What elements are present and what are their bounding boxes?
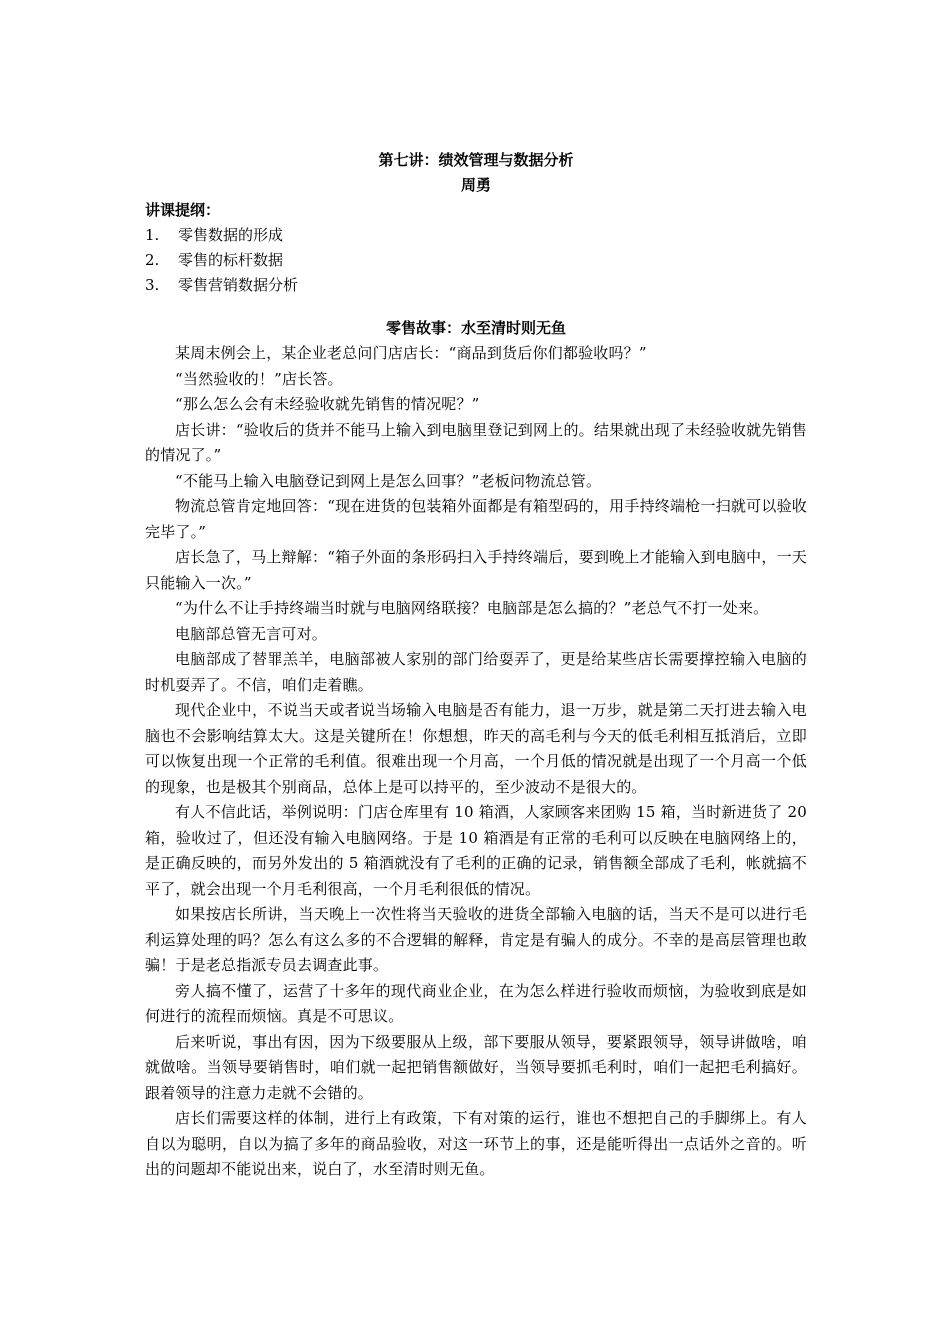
story-paragraph: 店长急了，马上辩解：“箱子外面的条形码扫入手持终端后，要到晚上才能输入到电脑中，一天只能输入一次。” xyxy=(145,548,807,592)
outline-item-text: 零售的标杆数据 xyxy=(178,251,284,269)
story-paragraph: 后来听说，事出有因，因为下级要服从上级，部下要服从领导，要紧跟领导，领导讲做啥，咱就做啥。当领导要销售时，咱们就一起把销售额做好，当领导要抓毛利时，咱们一起把毛利搞好。跟着领导的注意力走就不会错的。 xyxy=(145,1032,807,1102)
story-paragraph: “为什么不让手持终端当时就与电脑网络联接？电脑部是怎么搞的？”老总气不打一处来。 xyxy=(175,599,769,617)
story-paragraph: “那么怎么会有未经验收就先销售的情况呢？” xyxy=(175,395,480,413)
story-paragraph: 旁人搞不懂了，运营了十多年的现代商业企业，在为怎么样进行验收而烦恼，为验收到底是如何进行的流程而烦恼。真是不可思议。 xyxy=(145,981,807,1025)
story-paragraph: “不能马上输入电脑登记到网上是怎么回事？”老板问物流总管。 xyxy=(175,471,602,490)
story-paragraph: “当然验收的！”店长答。 xyxy=(175,369,343,388)
outline-item-number: 1. xyxy=(145,226,160,244)
story-paragraph: 有人不信此话，举例说明：门店仓库里有 10 箱酒，人家顾客来团购 15 箱，当时新进货了 20 箱，验收过了，但还没有输入电脑网络。于是 10 箱酒是有正常的毛利可以反映在电脑网络上的，是正确反映的，而另外发出的 5 箱酒就没有了毛利的正确的记录，销售额全部成了毛利，帐就搞不平了，就会出现一个月毛利很高，一个月毛利很低的情况。 xyxy=(145,803,807,898)
outline-item-text: 零售数据的形成 xyxy=(178,226,284,244)
outline-item xyxy=(145,273,807,298)
outline-item xyxy=(145,248,807,273)
story-paragraph: 如果按店长所讲，当天晚上一次性将当天验收的进货全部输入电脑的话，当天不是可以进行毛利运算处理的吗？怎么有这么多的不合逻辑的解释，肯定是有骗人的成分。不幸的是高层管理也敢骗！于是老总指派专员去调查此事。 xyxy=(145,905,807,974)
story-paragraph: 电脑部总管无言可对。 xyxy=(175,624,328,643)
story-title: 零售故事：水至清时则无鱼 xyxy=(385,319,566,337)
document-page xyxy=(145,148,807,1183)
outline-item-number: 2. xyxy=(145,251,160,269)
story-paragraph: 现代企业中，不说当天或者说当场输入电脑是否有能力，退一万步，就是第二天打进去输入电脑也不会影响结算太大。这是关键所在！你想想，昨天的高毛利与今天的低毛利相互抵消后，立即可以恢复出现一个正常的毛利值。很难出现一个月高，一个月低的情况就是出现了一个月高一个低的现象，也是极其个别商品，总体上是可以持平的，至少波动不是很大的。 xyxy=(145,701,807,796)
author-name: 周勇 xyxy=(460,176,491,194)
story-paragraph: 物流总管肯定地回答：“现在进货的包装箱外面都是有箱型码的，用手持终端枪一扫就可以验收完毕了。” xyxy=(145,497,807,541)
story-paragraph: 电脑部成了替罪羔羊，电脑部被人家别的部门给耍弄了，更是给某些店长需要撑控输入电脑的时机耍弄了。不信，咱们走着瞧。 xyxy=(145,650,807,694)
story-paragraph: 店长讲：“验收后的货并不能马上输入到电脑里登记到网上的。结果就出现了未经验收就先销售的情况了。” xyxy=(145,420,807,464)
document-title: 第七讲：绩效管理与数据分析 xyxy=(378,151,574,169)
outline-item xyxy=(145,223,807,248)
outline-item-number: 3. xyxy=(145,276,160,294)
outline-heading: 讲课提纲： xyxy=(145,201,221,219)
story-paragraph: 店长们需要这样的体制，进行上有政策，下有对策的运行，谁也不想把自己的手脚绑上。有人自以为聪明，自以为搞了多年的商品验收，对这一环节上的事，还是能听得出一点话外之音的。听出的问题却不能说出来，说白了，水至清时则无鱼。 xyxy=(145,1109,807,1178)
story-paragraph: 某周末例会上，某企业老总问门店店长：“商品到货后你们都验收吗？” xyxy=(175,344,647,362)
story-body xyxy=(145,341,807,1183)
outline-list xyxy=(145,223,807,298)
outline-item-text: 零售营销数据分析 xyxy=(178,276,299,294)
